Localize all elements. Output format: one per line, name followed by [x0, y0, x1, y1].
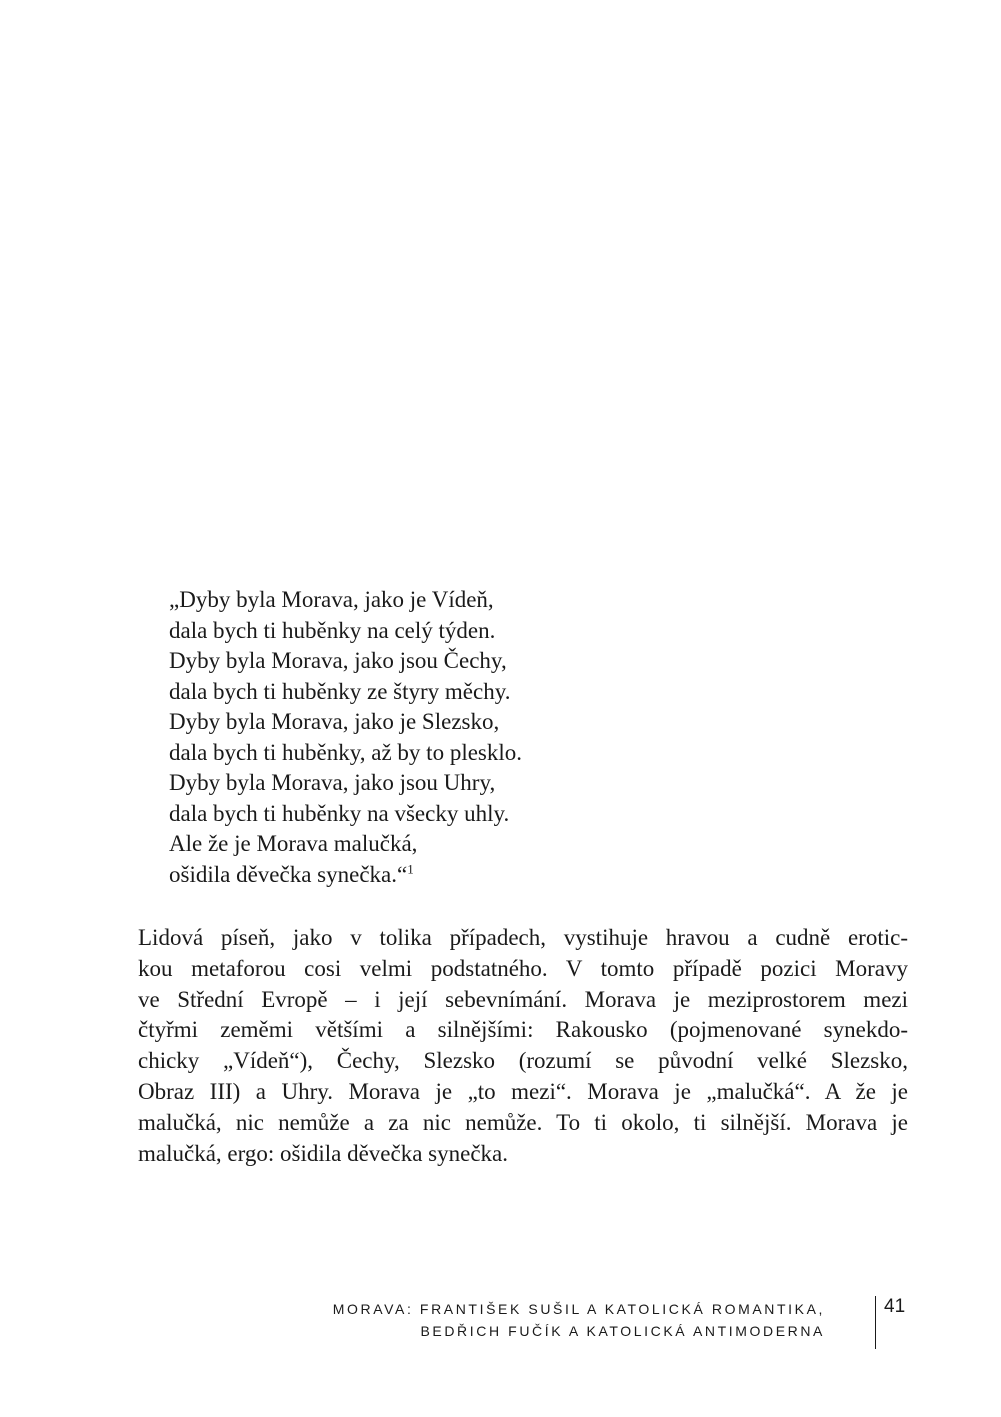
poem-last-line	[169, 860, 729, 891]
paragraph-line: Lidová píseň, jako v tolika případech, vystihuje hravou a cudně erotic-	[138, 925, 908, 950]
paragraph-line: malučká, ergo: ošidila děvečka synečka.	[138, 1140, 508, 1166]
paragraph-line: ve Střední Evropě – i její sebevnímání. Morava je meziprostorem mezi	[138, 986, 908, 1012]
poem-line: dala bych ti huběnky na všecky uhly.	[169, 800, 510, 826]
poem-line: Dyby byla Morava, jako jsou Čechy,	[169, 648, 507, 673]
poem-line: Dyby byla Morava, jako jsou Uhry,	[169, 770, 496, 795]
paragraph-line: chicky „Vídeň“), Čechy, Slezsko (rozumí se původní velké Slezsko,	[138, 1048, 908, 1074]
running-title-line-2: BEDŘICH FUČÍK A KATOLICKÁ ANTIMODERNA	[420, 1323, 825, 1339]
page-number: 41	[884, 1296, 906, 1317]
poem-quote	[169, 585, 729, 890]
body-paragraph	[138, 923, 908, 1169]
running-title-line-1: MORAVA: FRANTIŠEK SUŠIL A KATOLICKÁ ROMANTIKA,	[332, 1301, 825, 1317]
poem-line: dala bych ti huběnky na celý týden.	[169, 617, 496, 643]
poem-line: dala bych ti huběnky, až by to plesklo.	[169, 739, 523, 765]
footnote-marker[interactable]: 1	[407, 860, 414, 876]
paragraph-line: malučká, nic nemůže a za nic nemůže. To ti okolo, ti silnější. Morava je	[138, 1109, 908, 1135]
paragraph-line: čtyřmi zeměmi většími a silnějšími: Rakousko (pojmenované synekdo-	[138, 1017, 908, 1043]
poem-line: Ale že je Morava malučká,	[169, 831, 418, 856]
poem-line-text: ošidila děvečka synečka.“	[169, 861, 408, 887]
poem-line: dala bych ti huběnky ze štyry měchy.	[169, 678, 511, 704]
poem-line: Dyby byla Morava, jako je Slezsko,	[169, 709, 500, 734]
paragraph-line: kou metaforou cosi velmi podstatného. V tomto případě pozici Moravy	[138, 955, 908, 981]
paragraph-line: Obraz III) a Uhry. Morava je „to mezi“. Morava je „malučká“. A že je	[138, 1078, 908, 1104]
running-footer	[333, 1298, 825, 1342]
poem-line: „Dyby byla Morava, jako je Vídeň,	[169, 587, 494, 612]
footer-divider	[875, 1296, 876, 1349]
